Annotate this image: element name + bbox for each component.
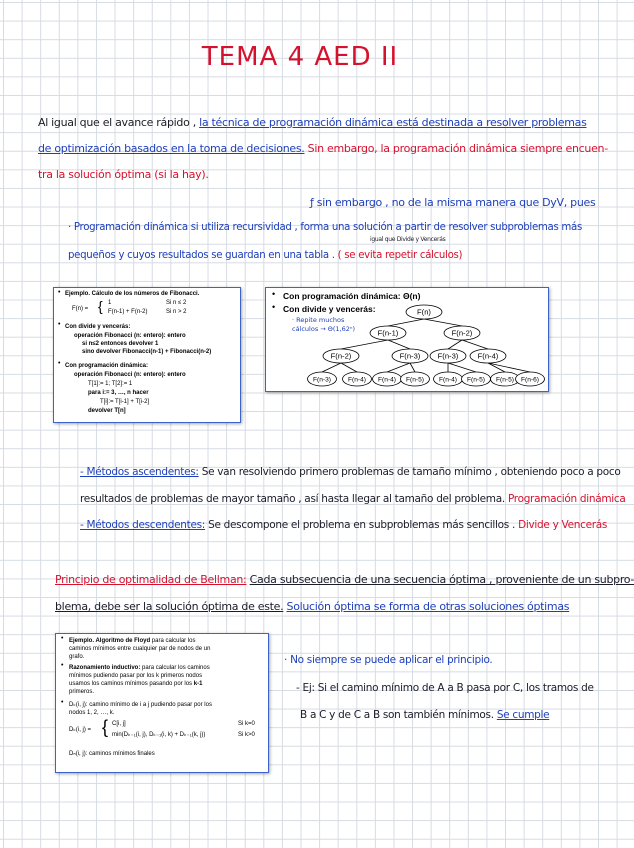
svg-text:F(n-2): F(n-2) <box>451 328 473 338</box>
methods-asc-text-2: resultados de problemas de mayor tamaño , así hasta llegar al tamaño del problema. <box>80 493 505 505</box>
floyd-def-line-1: Dₖ(i, j): camino mínimo de i a j pudiendo pasar por los <box>69 702 212 708</box>
bullet-dot: • <box>272 289 276 299</box>
tree-edge <box>388 340 410 349</box>
tree-node-l3-1 <box>343 372 372 386</box>
floyd-box <box>55 633 269 773</box>
intro-line-1 <box>38 116 587 130</box>
fib-dv-line1: operación Fibonacci (n: entero): entero <box>74 333 186 339</box>
note-no-siempre: · No siempre se puede aplicar el principio. <box>284 654 493 666</box>
tree-node-l1-0 <box>370 326 406 340</box>
methods-desc-red: Divide y Vencerás <box>518 519 608 531</box>
floyd-reason-line-2: mínimos pudiendo pasar por los k primeros nodos <box>69 673 203 679</box>
svg-text:F(n): F(n) <box>417 307 431 317</box>
fib-dv-line3: sino devolver Fibonacci(n-1) + Fibonacci(n-2) <box>82 349 212 355</box>
bellman-text-2: blema, debe ser la solución óptima de este. <box>55 600 284 613</box>
floyd-case1: C[i, j] <box>112 721 126 727</box>
tree-node-l2-1 <box>392 349 428 363</box>
svg-text:F(n-2): F(n-2) <box>330 351 352 361</box>
fib-pd-line2: T[1]:= 1; T[2]:= 1 <box>88 381 133 387</box>
tree-node-l3-4 <box>434 372 463 386</box>
bellman-text-blue: Solución óptima se forma de otras soluciones óptimas <box>286 600 570 613</box>
note-ej-blue: Se cumple <box>496 709 550 721</box>
tree-node-l3-3 <box>401 372 430 386</box>
bullet-pd-line-2 <box>68 250 462 263</box>
fib-pd-title: Con programación dinámica: <box>65 363 149 369</box>
tree-node-l3-7 <box>516 372 545 386</box>
methods-desc-label: - Métodos descendentes: <box>80 519 206 531</box>
floyd-case-label: Dₖ(i, j) = <box>69 727 92 733</box>
floyd-line-1 <box>69 637 195 645</box>
methods-desc-line <box>80 519 607 532</box>
fib-pd-line3: para i:= 3, …, n hacer <box>88 390 149 396</box>
fib-case2: F(n-1) + F(n-2) <box>108 309 148 315</box>
bullet-pd-red: ( se evita repetir cálculos) <box>337 250 463 261</box>
tree-edge <box>341 340 388 349</box>
tree-node-l2-3 <box>470 349 506 363</box>
tree-edge <box>410 363 415 372</box>
tree-node-root <box>406 305 442 319</box>
floyd-case2-cond: Si k>0 <box>238 732 255 738</box>
floyd-title-rest: para calcular los <box>151 638 196 644</box>
tree-edge <box>322 363 341 372</box>
methods-asc-line-1 <box>80 466 621 479</box>
intro-text-blue: la técnica de programación dinámica está destinada a resolver problemas <box>199 116 587 129</box>
fib-dv-line2: si n≤2 entonces devolver 1 <box>82 341 159 347</box>
intro-line-2 <box>38 142 608 156</box>
methods-desc-text: Se descompone el problema en subproblemas más sencillos . <box>208 519 516 531</box>
tree-handnote-2: cálculos → Θ(1,62ⁿ) <box>292 325 356 333</box>
tree-edge <box>424 319 462 326</box>
floyd-line-3: grafo. <box>69 654 85 660</box>
svg-text:F(n-4): F(n-4) <box>439 376 457 384</box>
bullet-dot: • <box>61 635 64 642</box>
intro-text-red: Sin embargo, la programación dinámica siempre encuen- <box>307 142 608 155</box>
methods-asc-text: Se van resolviendo primero problemas de tamaño mínimo , obteniendo poco a poco <box>201 466 621 478</box>
intro-text-blue-2: de optimización basados en la toma de decisiones. <box>38 142 305 155</box>
floyd-case1-cond: Si k=0 <box>238 721 255 727</box>
note-prefix: ƒ <box>310 196 314 209</box>
tree-node-l3-5 <box>462 372 491 386</box>
fib-dv-title: Con divide y vencerás: <box>65 324 131 330</box>
bullet-dot: • <box>61 662 64 669</box>
bellman-line-2 <box>55 600 569 614</box>
fib-pd-line5: devolver T[n] <box>88 408 126 414</box>
bellman-line-1 <box>55 573 634 587</box>
floyd-reason-rest: para calcular los caminos <box>142 665 210 671</box>
note-dyv <box>310 196 595 210</box>
page-title: TEMA 4 AED II <box>201 42 399 72</box>
svg-text:F(n-6): F(n-6) <box>521 376 539 384</box>
tree-edge <box>488 363 530 372</box>
tree-node-l3-2 <box>373 372 402 386</box>
floyd-reason-line-1 <box>69 664 210 672</box>
svg-text:F(n-4): F(n-4) <box>477 351 499 361</box>
floyd-case2: min(Dₖ₋₁(i, j), Dₖ₋₁(i, k) + Dₖ₋₁(k, j)) <box>112 732 206 738</box>
bellman-text-1: Cada subsecuencia de una secuencia óptima , proveniente de un subpro- <box>249 573 634 586</box>
methods-asc-line-2 <box>80 493 626 506</box>
tree-edge <box>448 340 462 349</box>
fib-title: Ejemplo. Cálculo de los números de Fibonacci. <box>65 291 200 297</box>
svg-text:F(n-4): F(n-4) <box>378 376 396 384</box>
note-ej-text: B a C y de C a B son también mínimos. <box>300 709 494 721</box>
bellman-label: Principio de optimalidad de Bellman: <box>55 573 247 586</box>
floyd-reason-line-4: primeros. <box>69 689 95 695</box>
bullet-dot: • <box>58 321 61 328</box>
bullet-dot: • <box>272 302 276 312</box>
tree-node-l2-2 <box>430 349 466 363</box>
tree-handnote-1: · Repite muchos <box>292 316 345 324</box>
tree-pd-label: Con programación dinámica: Θ(n) <box>283 291 421 301</box>
fib-case1-cond: Si n ≤ 2 <box>166 300 187 306</box>
svg-text:F(n-3): F(n-3) <box>313 376 331 384</box>
bullet-pd-text: pequeños y cuyos resultados se guardan en una tabla . <box>68 250 335 261</box>
floyd-brace: { <box>102 717 109 737</box>
floyd-reason-label: Razonamiento inductivo: <box>69 665 141 671</box>
tree-node-l3-0 <box>308 372 337 386</box>
fib-brace: { <box>98 298 103 314</box>
svg-text:F(n-5): F(n-5) <box>406 376 424 384</box>
tree-edge <box>448 363 476 372</box>
bullet-pd-small-note: igual que Divide y Vencerás <box>370 236 446 243</box>
bullet-dot: • <box>58 360 61 367</box>
intro-text-dark: Al igual que el avance rápido , <box>38 116 196 129</box>
note-text: sin embargo , no de la misma manera que DyV, pues <box>316 196 596 209</box>
tree-edge <box>387 363 410 372</box>
svg-text:F(n-3): F(n-3) <box>399 351 421 361</box>
fib-f-label: F(n) = <box>72 306 89 312</box>
intro-line-3: tra la solución óptima (si la hay). <box>38 168 209 181</box>
svg-text:F(n-4): F(n-4) <box>348 376 366 384</box>
svg-text:F(n-5): F(n-5) <box>467 376 485 384</box>
floyd-reason-line-3 <box>69 680 202 688</box>
fib-pd-line4: T[i]:= T[i-1] + T[i-2] <box>100 399 150 405</box>
methods-asc-red: Programación dinámica <box>507 493 626 505</box>
tree-edge <box>488 363 505 372</box>
tree-edge <box>341 363 357 372</box>
floyd-def-line-2: nodos 1, 2, …, k. <box>69 710 115 716</box>
methods-asc-label: - Métodos ascendentes: <box>80 466 199 478</box>
tree-node-l2-0 <box>323 349 359 363</box>
svg-text:F(n-5): F(n-5) <box>496 376 514 384</box>
bullet-dot: • <box>61 699 64 706</box>
floyd-reason-k1: k-1 <box>193 681 203 687</box>
tree-node-l1-1 <box>444 326 480 340</box>
floyd-title: Ejemplo. Algoritmo de Floyd <box>69 638 151 644</box>
tree-dv-label: Con divide y vencerás: <box>283 304 376 314</box>
fib-case1: 1 <box>108 300 112 306</box>
svg-text:F(n-1): F(n-1) <box>377 328 399 338</box>
fibonacci-tree-box <box>265 287 549 392</box>
tree-edge <box>388 319 424 326</box>
tree-edge <box>462 340 488 349</box>
fib-pd-line1: operación Fibonacci (n: entero): entero <box>74 372 186 378</box>
note-ej-line-1: - Ej: Si el camino mínimo de A a B pasa por C, los tramos de <box>296 682 594 694</box>
bullet-dot: • <box>58 289 61 296</box>
fibonacci-box <box>53 287 241 423</box>
bullet-pd-line-1: · Programación dinámica si utiliza recursividad , forma una solución a partir de resolver subproblemas más <box>68 222 583 233</box>
svg-text:F(n-3): F(n-3) <box>437 351 459 361</box>
note-ej-line-2 <box>300 709 549 722</box>
floyd-line-2: caminos mínimos entre cualquier par de nodos de un <box>69 646 211 652</box>
title-underline <box>228 74 378 80</box>
fibonacci-call-tree <box>266 288 548 391</box>
floyd-reason-text-3: usamos los caminos mínimos pasando por los <box>69 681 193 687</box>
floyd-final: Dₙ(i, j): caminos mínimos finales <box>69 751 155 757</box>
fib-case2-cond: Si n > 2 <box>166 309 187 315</box>
